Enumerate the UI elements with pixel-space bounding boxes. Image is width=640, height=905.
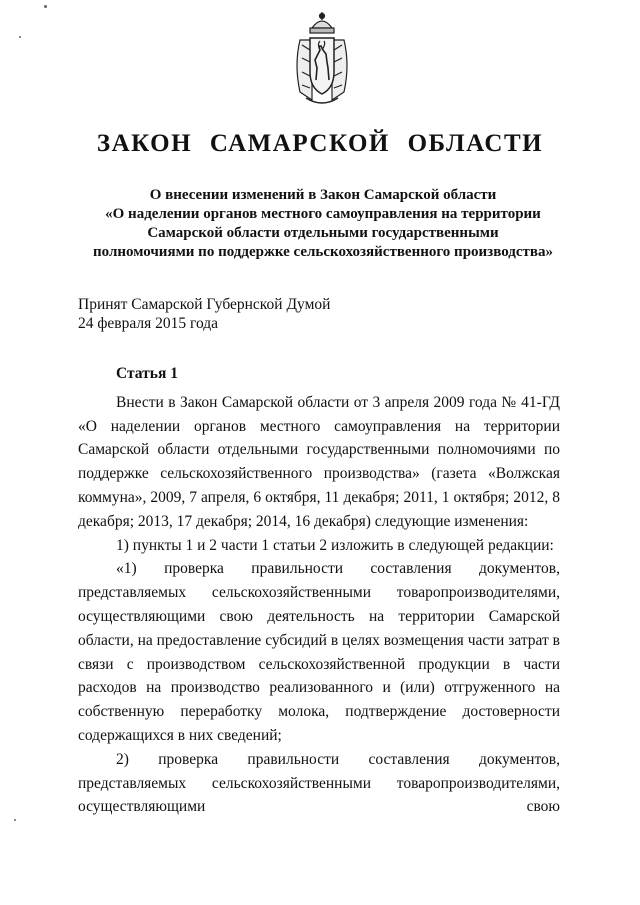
scan-speck [44, 5, 47, 8]
paragraph: 2) проверка правильности составления документов, представляемых сельскохозяйственными товаропроизводителями, осуществляющими свою [78, 750, 560, 816]
scan-speck [14, 819, 16, 821]
adopted-date: 24 февраля 2015 года [78, 315, 219, 332]
subtitle-line: «О наделении органов местного самоуправления на территории [105, 206, 541, 222]
document-title: ЗАКОН САМАРСКОЙ ОБЛАСТИ [96, 130, 544, 157]
document-body [78, 362, 560, 819]
subtitle-line: Самарской области отдельными государственными [147, 225, 499, 241]
article-heading: Статья 1 [116, 365, 178, 382]
paragraph: Внести в Закон Самарской области от 3 апреля 2009 года № 41-ГД «О наделении органов местного самоуправления на территории Самарской области отдельными государственными полномочиями по поддержке сельскохозяйственного производства» (газета «Волжская коммуна», 2009, 7 апреля, 6 октября, 11 декабря; 2011, 1 октября; 2012, 8 декабря; 2013, 17 декабря; 2014, 16 декабря) следующие изменения: [78, 393, 560, 530]
subtitle-line: О внесении изменений в Закон Самарской области [149, 187, 497, 203]
subtitle-line: полномочиями по поддержке сельскохозяйственного производства» [93, 244, 553, 260]
coat-of-arms-emblem-icon [290, 10, 354, 110]
adoption-info [78, 295, 558, 333]
document-subtitle [80, 186, 566, 262]
paragraph: 1) пункты 1 и 2 части 1 статьи 2 изложить в следующей редакции: [116, 536, 554, 554]
paragraph: «1) проверка правильности составления документов, представляемых сельскохозяйственными товаропроизводителями, осуществляющими свою деятельность на территории Самарской области, на предоставление субсидий в целях возмещения части затрат в связи с производством сельскохозяйственной продукции в части расходов на производство реализованного и (или) отгруженного на собственную переработку молока, подтверждение достоверности содержащихся в них сведений; [78, 560, 560, 744]
scan-speck [19, 36, 21, 38]
adopted-by: Принят Самарской Губернской Думой [78, 296, 331, 313]
